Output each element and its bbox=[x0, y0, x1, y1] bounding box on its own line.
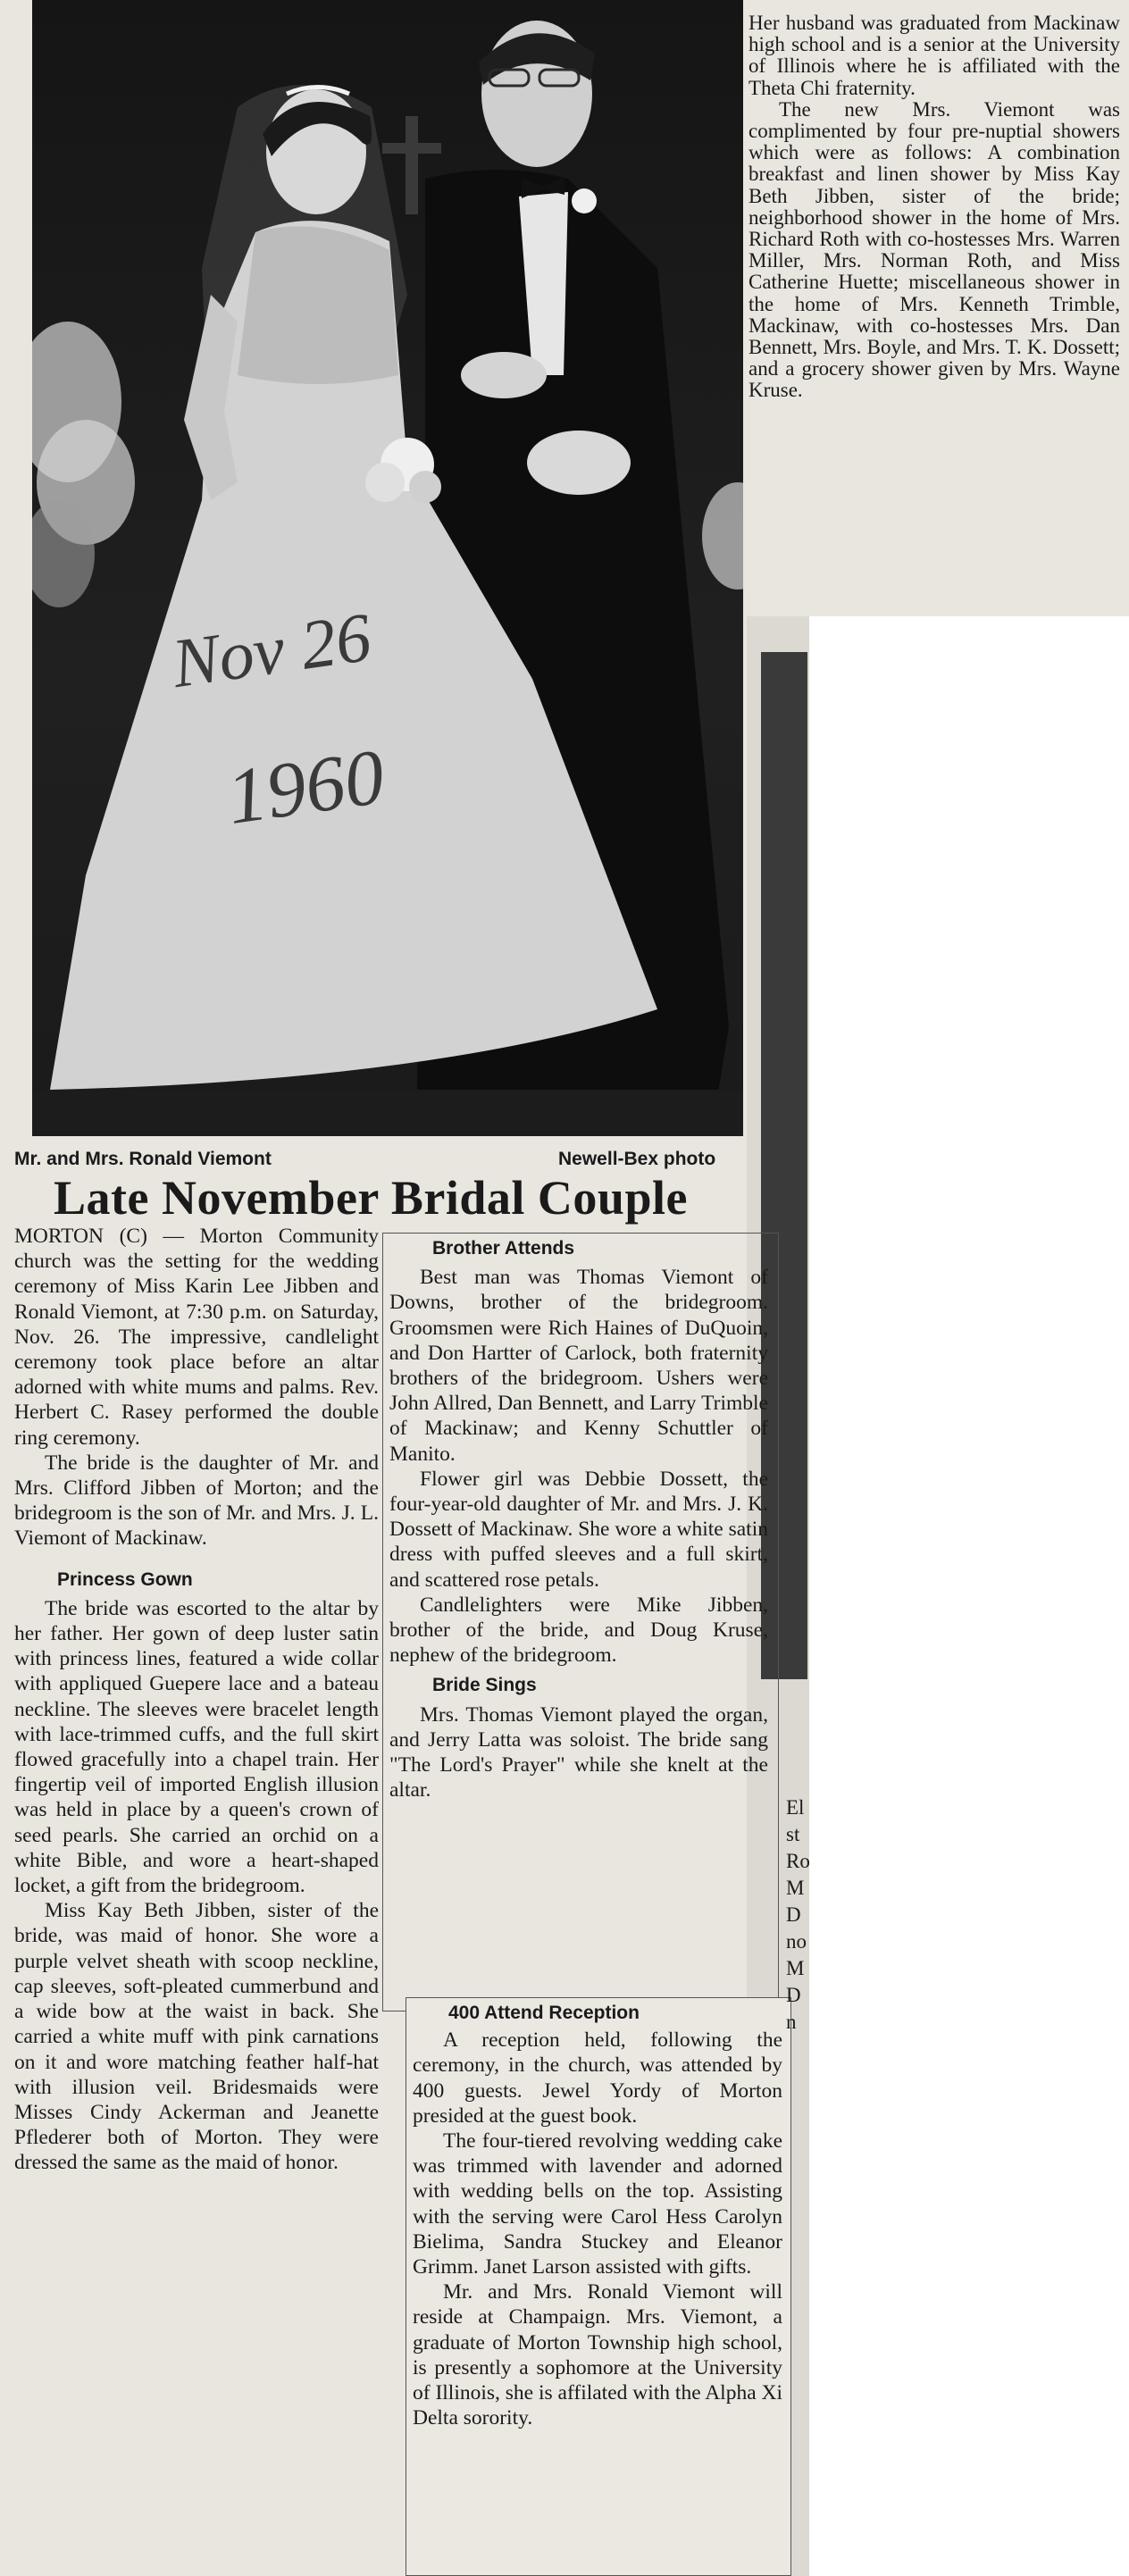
top-right-paragraph-2: The new Mrs. Viemont was complimented by four pre-nuptial showers which were as follows: A combination breakfast and linen shower by Miss Kay Beth Jibben, sister of the bride; neighborhood shower in the home of Mrs. Richard Roth with co-hostesses Mrs. Warren Miller, Mrs. Norman Roth, and Miss Catherine Huette; miscellaneous shower in the home of Mrs. Kenneth Trimble, Mackinaw, with co-hostesses Mrs. Dan Bennett, Mrs. Boyle, and Mrs. T. K. Dossett; and a grocery shower given by Mrs. Wayne Kruse. bbox=[748, 97, 1120, 402]
fragment-text: M bbox=[786, 1877, 805, 1899]
left-paragraph-2: The bride is the daughter of Mr. and Mrs. Clifford Jibben of Morton; and the bridegroom is the son of Mr. and Mrs. J. L. Viemont of Mackinaw. bbox=[14, 1451, 379, 1551]
reception-paragraph-1: A reception held, following the ceremony, in the church, was attended by 400 guests. Jewel Yordy of Morton presided at the guest book. bbox=[413, 2028, 782, 2128]
photo-caption-names: Mr. and Mrs. Ronald Viemont bbox=[14, 1149, 272, 1169]
fragment-text: no bbox=[786, 1930, 807, 1953]
reception-column bbox=[413, 2001, 782, 2430]
fragment-text: n bbox=[786, 2011, 797, 2033]
reception-paragraph-2: The four-tiered revolving wedding cake was trimmed with lavender and adorned with wedding bells on the top. Assisting with the serving were Carol Hess Carolyn Bielima, Sandra Stuckey and Eleanor Grimm. Janet Larson assisted with gifts. bbox=[413, 2129, 782, 2279]
fragment-text: Ro bbox=[786, 1850, 810, 1872]
subhead-bride-sings: Bride Sings bbox=[432, 1675, 537, 1696]
left-paragraph-3: The bride was escorted to the altar by her father. Her gown of deep luster satin with princess lines, featured a wide collar with appliqued Guepere lace and a bateau neckline. The sleeves were bracelet length with lace-trimmed cuffs, and the full skirt flowed gracefully into a chapel train. Her fingertip veil of imported English illusion was held in place by a queen's crown of seed pearls. She carried an orchid on a white Bible, and wore a heart-shaped locket, a gift from the bridegroom. bbox=[14, 1596, 379, 1898]
fragment-text: D bbox=[786, 1903, 801, 1926]
subhead-princess-gown: Princess Gown bbox=[57, 1568, 193, 1590]
fragment-text: D bbox=[786, 1984, 801, 2006]
left-column bbox=[14, 1224, 379, 2176]
article-headline: Late November Bridal Couple bbox=[54, 1171, 688, 1225]
handwritten-date-line2: 1960 bbox=[222, 733, 390, 841]
handwritten-date-line1: Nov 26 bbox=[167, 597, 376, 703]
photo-credit: Newell-Bex photo bbox=[558, 1149, 716, 1169]
middle-paragraph-1: Best man was Thomas Viemont of Downs, brother of the bridegroom. Groomsmen were Rich Haines of DuQuoin, and Don Hartter of Carlock, both fraternity brothers of the bridegroom. Ushers were John Allred, Dan Bennett, and Larry Trimble of Mackinaw; and Kenny Schuttler of Manito. bbox=[389, 1266, 768, 1466]
left-paragraph-1: MORTON (C) — Morton Community church was the setting for the wedding ceremony of Miss Karin Lee Jibben and Ronald Viemont, at 7:30 p.m. on Saturday, Nov. 26. The impressive, candlelight ceremony took place before an altar adorned with white mums and palms. Rev. Herbert C. Rasey performed the double ring ceremony. bbox=[14, 1225, 379, 1450]
middle-paragraph-3: Candlelighters were Mike Jibben, brother of the bride, and Doug Kruse, nephew of the bridegroom. bbox=[389, 1593, 768, 1668]
top-right-paragraph-1: Her husband was graduated from Mackinaw high school and is a senior at the University of Illinois where he is affiliated with the Theta Chi fraternity. bbox=[748, 12, 1120, 99]
fragment-text: M bbox=[786, 1957, 805, 1979]
middle-paragraph-2: Flower girl was Debbie Dossett, the four-year-old daughter of Mr. and Mrs. J. K. Dossett of Mackinaw. She wore a white satin dress with puffed sleeves and a full skirt, and scattered rose petals. bbox=[389, 1467, 768, 1592]
top-right-column bbox=[748, 13, 1120, 402]
subhead-reception: 400 Attend Reception bbox=[448, 2003, 640, 2023]
middle-paragraph-4: Mrs. Thomas Viemont played the organ, and Jerry Latta was soloist. The bride sang "The Lord's Prayer" while she knelt at the altar. bbox=[389, 1702, 768, 1802]
wedding-photo-illustration bbox=[32, 0, 743, 1136]
reception-paragraph-3: Mr. and Mrs. Ronald Viemont will reside at Champaign. Mrs. Viemont, a graduate of Morton Township high school, is presently a sophomore at the University of Illinois, she is affilated with the Alpha Xi Delta sorority. bbox=[413, 2280, 783, 2430]
left-paragraph-4: Miss Kay Beth Jibben, sister of the bride, was maid of honor. She wore a purple velvet sheath with scoop neckline, cap sleeves, soft-pleated cummerbund and a wide bow at the waist in back. She carried a white muff with pink carnations on it and wore matching feather half-hat with illusion veil. Bridesmaids were Misses Cindy Ackerman and Jeanette Pflederer both of Morton. They were dressed the same as the maid of honor. bbox=[14, 1899, 379, 2175]
middle-column bbox=[389, 1236, 768, 1802]
wedding-photo bbox=[32, 0, 743, 1136]
fragment-text: El bbox=[786, 1796, 805, 1819]
subhead-brother-attends: Brother Attends bbox=[432, 1238, 575, 1259]
fragment-text: st bbox=[786, 1823, 800, 1845]
